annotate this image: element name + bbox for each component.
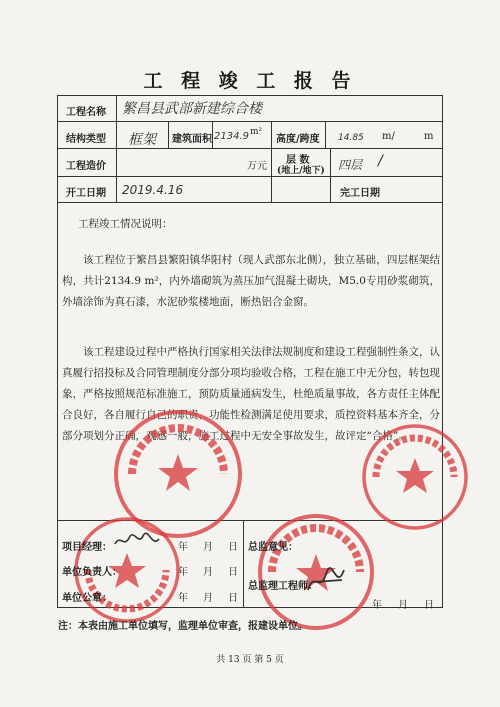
floors-value: 四层: [338, 158, 363, 172]
height-unit-m1: m/: [382, 131, 395, 142]
height-value: 14.85: [338, 133, 364, 143]
area-label: 建筑面积: [172, 134, 212, 145]
cost-label: 工程造价: [66, 161, 106, 172]
description-text: 该工程位于繁昌县繁阳镇华阳村（现人武部东北侧），独立基础，四层框架结构，共计2134.9 m²，内外墙砌筑为蒸压加气混凝土砌块，M5.0专用砂浆砌筑，外墙涂饰为真石漆，水泥砂浆楼地面，断热铝合金窗。: [62, 254, 440, 308]
table-divider: [57, 202, 443, 203]
table-divider: [57, 121, 443, 122]
area-value: 2134.9: [214, 131, 249, 142]
project-name-value: 繁昌县武部新建综合楼: [122, 101, 262, 117]
finish-date-label: 完工日期: [340, 188, 380, 199]
start-date-label: 开工日期: [66, 188, 106, 199]
page-number: 共 13 页 第 5 页: [216, 655, 284, 665]
table-divider: [57, 176, 443, 177]
cost-unit: 万元: [247, 161, 267, 172]
structure-label: 结构类型: [66, 134, 106, 145]
table-col-divider: [271, 121, 272, 202]
chief-engineer-label: 总监理工程师：: [248, 581, 318, 592]
date-day: 日: [424, 600, 434, 611]
date-year: 年: [178, 542, 188, 553]
table-col-divider: [116, 95, 117, 202]
start-date-value: 2019.4.16: [122, 183, 184, 197]
floors-value-underground: /: [378, 153, 383, 169]
project-manager-signature: [112, 530, 162, 552]
date-year: 年: [178, 593, 188, 604]
footnote: 注：本表由施工单位填写，监理单位审查，报建设单位。: [58, 621, 308, 632]
project-manager-label: 项目经理：: [62, 542, 112, 553]
date-day: 日: [228, 593, 238, 604]
date-day: 日: [228, 567, 238, 578]
intro-heading: 工程竣工情况说明：: [78, 218, 173, 230]
project-name-label: 工程名称: [66, 107, 106, 118]
floors-label: 层 数: [286, 155, 310, 166]
structure-value: 框架: [128, 132, 156, 148]
date-month: 月: [203, 542, 213, 553]
table-col-divider: [330, 148, 331, 202]
floors-sublabel: (地上/地下): [277, 166, 325, 176]
area-unit: m²: [250, 127, 263, 137]
description-paragraph: [62, 250, 440, 313]
supervision-company-seal-top: [360, 422, 470, 532]
date-month: 月: [203, 593, 213, 604]
chief-opinion-label: 总监意见：: [248, 542, 298, 553]
table-col-divider: [325, 121, 326, 148]
date-month: 月: [398, 600, 408, 611]
evaluation-text: 该工程建设过程中严格执行国家相关法律法规制度和建设工程强制性条文，认真履行招投标及合同管理制度分部分项均验收合格，工程在施工中无分包，转包现象，严格按照规范标准施工，预防质量通病发生，杜绝质量事故，各方责任主体配合良好，各自履行自己的职责，功能性检测满足使用要求，质控资料基本齐全，分部分项划分正确，观感一般，施工过程中无安全事故发生，故评定“合格”。: [62, 346, 440, 442]
date-month: 月: [203, 567, 213, 578]
table-col-divider: [168, 121, 169, 148]
unit-seal-label: 单位公章：: [62, 593, 112, 604]
table-divider: [57, 148, 443, 149]
date-year: 年: [178, 567, 188, 578]
height-unit-m2: m: [424, 131, 434, 142]
unit-head-label: 单位负责人：: [62, 567, 122, 578]
height-label: 高度/跨度: [276, 134, 320, 145]
table-col-divider: [212, 121, 213, 148]
date-year: 年: [372, 600, 382, 611]
chief-engineer-signature: [304, 564, 350, 598]
report-title: 工 程 竣 工 报 告: [143, 70, 357, 92]
date-day: 日: [228, 542, 238, 553]
